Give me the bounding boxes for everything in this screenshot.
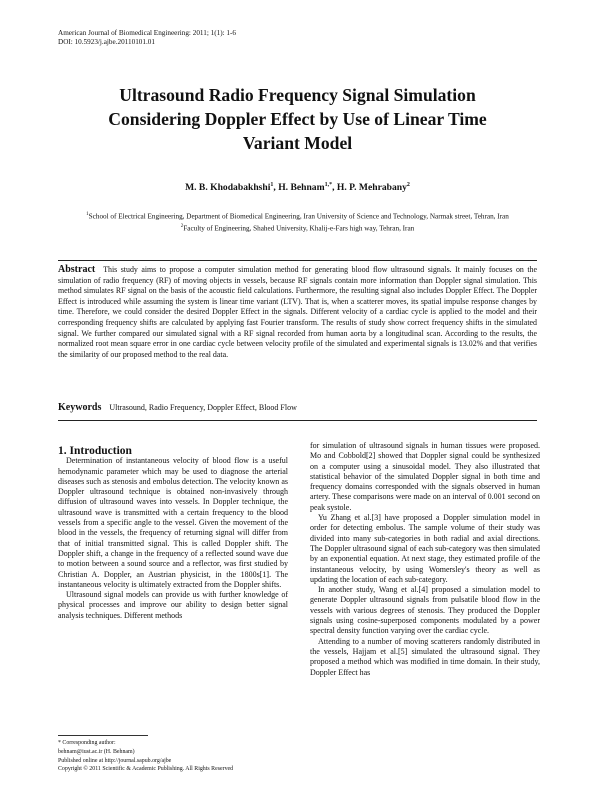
paragraph: Ultrasound signal models can provide us with further knowledge of physical processes and improve our ability to design better signal analysis techniques. Different methods — [58, 590, 288, 620]
paragraph: In another study, Wang et al.[4] proposed a simulation model to generate Doppler ultrasound signals from pulsatile blood flow in the vessels with various degrees of stenosis. They produced the Doppler signals using cosine-superposed components modulated by a power spectral density function varying over the cardiac cycle. — [310, 585, 540, 636]
title-line-2: Considering Doppler Effect by Use of Linear Time — [108, 109, 487, 129]
author-affiliation-mark: 1 — [270, 182, 274, 188]
paper-title — [60, 83, 535, 155]
paragraph: for simulation of ultrasound signals in human tissues were proposed. Mo and Cobbold[2] showed that Doppler signal could be synthesized on a computer using a sinusoidal model. They also illustrated that statistical behavior of the simulated Doppler signal in both time and frequency domains corresponded with the signals observed in human artery. These comparisons were made on an interval of 0.001 second on peak systole. — [310, 441, 540, 512]
abstract-label: Abstract — [58, 264, 96, 275]
author-affiliation-mark: 2 — [406, 182, 410, 188]
abstract-top-rule — [58, 260, 537, 261]
footnote-rule — [58, 735, 148, 736]
section-heading: 1. Introduction — [58, 445, 132, 457]
affiliation-text: Faculty of Engineering, Shahed University, Khalij-e-Fars high way, Tehran, Iran — [183, 224, 415, 233]
keywords-bottom-rule — [58, 420, 537, 421]
affiliation-mark: 1 — [86, 212, 89, 217]
title-line-1: Ultrasound Radio Frequency Signal Simulation — [119, 85, 476, 105]
footnotes — [58, 739, 298, 774]
doi: DOI: 10.5923/j.ajbe.20110101.01 — [58, 38, 155, 46]
right-column — [310, 441, 540, 678]
author-name: H. Behnam — [278, 182, 325, 194]
title-line-3: Variant Model — [242, 133, 353, 153]
abstract-text: This study aims to propose a computer simulation method for generating blood flow ultrasound signals. It mainly focuses on the simulation of radio frequency (RF) of moving objects in vessels, because RF signals contain more information than Doppler signal simulation. This method simulates RF signal on the basis of the acoustic field calculations. Furthermore, the resulting signal also includes Doppler Effect. The Doppler Effect is introduced while assuming the system is linear time variant (LTV). That is, when a scatterer moves, its spatial impulse response changes by time. Therefore, we could consider the desired Doppler Effect in the signals. Different velocity of a cardiac cycle is applied to the model and their corresponding frequency shifts are calculated by applying fast Fourier transform. The results of study show correct frequency shifts in the simulated signal. We further compared our simulated signal with a RF signal recorded from human aorta by a longitudinal scan. According to the results, the normalized root mean square error in one cardiac cycle between velocity profile of the simulated and experimental signals is 13.02% and that verifies the similarity of our proposed method to the real data. — [58, 265, 537, 359]
affiliation-1 — [60, 210, 535, 222]
keywords-text: Ultrasound, Radio Frequency, Doppler Effect, Blood Flow — [109, 403, 297, 412]
author-name: M. B. Khodabakhshi — [185, 182, 271, 194]
affiliations — [60, 210, 535, 234]
author-affiliation-mark: 1,* — [324, 182, 333, 188]
affiliation-mark: 2 — [180, 223, 184, 229]
author-name: H. P. Mehrabany — [336, 182, 407, 194]
affiliation-2 — [60, 222, 535, 234]
published-online-note: Published online at http://journal.sapub.org/ajbe — [58, 757, 172, 764]
affiliation-text: School of Electrical Engineering, Department of Biomedical Engineering, Iran University of Science and Technology, Narmak street, Tehran, Iran — [88, 212, 509, 221]
corresponding-author-note: * Corresponding author: — [58, 740, 116, 746]
author-list: M. B. Khodabakhshi$^1$, H. Behnam$^{1,*}$, H. P. Mehrabany$^2$ — [185, 182, 410, 194]
paragraph: Determination of instantaneous velocity of blood flow is a useful hemodynamic parameter which may be used to diagnose the arterial diseases such as stenosis and embolus detection. The velocity known as Doppler ultrasound technique is obtained non-invasively through diffusion of ultrasound waves into vessels. In Doppler technique, the ultrasound wave is transmitted with a certain frequency to the blood vessels from a specific angle to the vessel. Given the movement of the blood in the vessels, the frequency of returning signal will differ from that of initial transmitted signal. This is called Doppler shift. The Doppler shift, a change in the frequency of a reflected sound wave due to motion between a sound source and a reflector, was first studied by Christian A. Doppler, an Austrian physicist, in the 1800s[1]. The instantaneous velocity is ultimately extracted from the Doppler shifts. — [58, 456, 288, 589]
paragraph: Attending to a number of moving scatterers randomly distributed in the vessels, Hajjam et al.[5] simulated the ultrasound signal. They proposed a method which was modified in time domain. In their study, Doppler Effect has — [310, 636, 540, 677]
abstract — [58, 265, 537, 360]
copyright-note: Copyright © 2011 Scientific & Academic Publishing. All Rights Reserved — [58, 766, 234, 773]
journal-header — [58, 29, 236, 47]
journal-citation: American Journal of Biomedical Engineering: 2011; 1(1): 1-6 — [58, 29, 236, 37]
author-email: behnam@iust.ac.ir (H. Behnam) — [58, 748, 135, 755]
keywords-label: Keywords — [58, 402, 102, 413]
keywords — [58, 402, 537, 413]
left-column — [58, 446, 288, 621]
paragraph: Yu Zhang et al.[3] have proposed a Doppler simulation model in order for detecting embolus. The sample volume of their study was divided into many sub-categories in both radial and axial directions. The Doppler ultrasound signal of each sub-category was then simulated by an exponential equation. At next stage, they estimated profile of the instantaneous velocity, by using Womersley's theory as well as updating the location of each sub-category. — [310, 513, 540, 584]
